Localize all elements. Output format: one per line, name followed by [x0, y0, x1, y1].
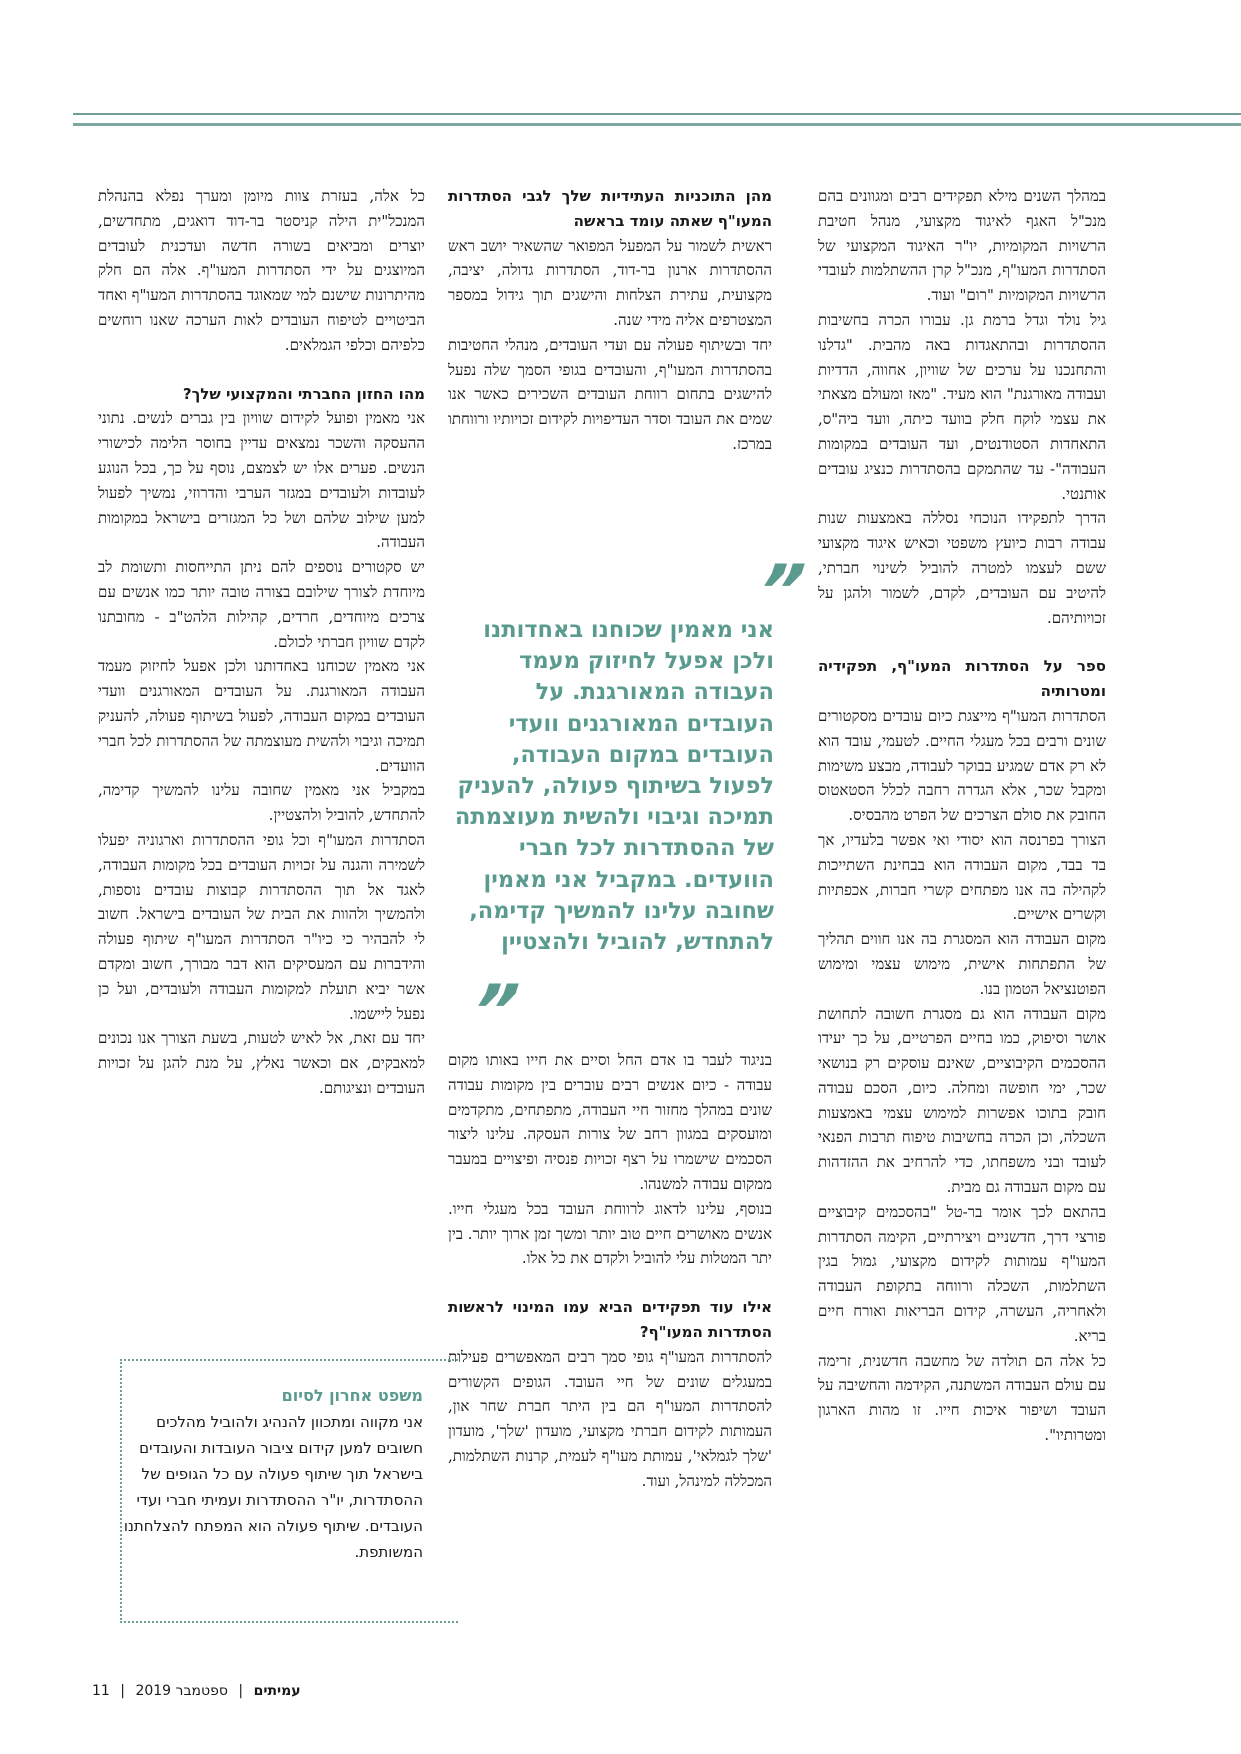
header-rule-bottom: [73, 123, 1241, 126]
sidebox-title: משפט אחרון לסיום: [281, 1386, 423, 1405]
paragraph: במקביל אני מאמין שחובה עלינו להמשיך קדימה, להתחדש, להוביל ולהצטיין.: [98, 781, 425, 825]
page-footer: [92, 1683, 301, 1699]
quote-mark-icon: ”: [742, 549, 811, 633]
section-heading: ספר על הסתדרות המעו"ף, תפקידיה ומטרותיה: [818, 657, 1106, 701]
article-column-left: [98, 184, 425, 1101]
quote-mark-icon: ”: [456, 969, 525, 1053]
paragraph: כל אלה הם תולדה של מחשבה חדשנית, זרימה עם עולם העבודה המשתנה, הקידמה והחשיבה על העובד ושיפור איכות חייו. זו מהות הארגון ומטרותיו".: [818, 1351, 1106, 1445]
paragraph: בניגוד לעבר בו אדם החל וסיים את חייו באותו מקום עבודה - כיום אנשים רבים עוברים בין מקומות עבודה שונים במהלך מחזור חיי העבודה, מתפתחים, מתקדמים ומועסקים במגוון רחב של צורות העסקה. עלינו ליצור הסכמים שישמרו על רצף זכויות פנסיה ופיצויים במעבר ממקום עבודה למשנהו.: [448, 1051, 772, 1193]
article-column-middle-lower: [448, 1048, 772, 1494]
paragraph: ראשית לשמור על המפעל המפואר שהשאיר יושב ראש ההסתדרות ארנון בר-דוד, הסתדרות גדולה, יציבה, מקצועית, עתירת הצלחות והישגים תוך גידול במספר המצטרפים אליה מידי שנה.: [448, 236, 772, 329]
paragraph: בנוסף, עלינו לדאוג לרווחת העובד בכל מעגלי חייו. אנשים מאושרים חיים טוב יותר ומשך זמן ארוך יותר. בין יתר המטלות עלי להוביל ולקדם את כל אלו.: [448, 1199, 772, 1268]
paragraph: במהלך השנים מילא תפקידים רבים ומגוונים בהם מנכ"ל האגף לאיגוד מקצועי, מנהל חטיבת הרשויות המקומיות, יו"ר האיגוד המקצועי של הסתדרות המעו"ף, מנכ"ל קרן ההשתלמות לעובדי הרשויות המקומיות "רום" ועוד.: [818, 187, 1106, 305]
paragraph: להסתדרות המעו"ף גופי סמך רבים המאפשרים פעילות במעגלים שונים של חיי העובד. הגופים הקשורים להסתדרות המעו"ף הם בין היתר חברת שחר און, העמותות לקידום חברתי מקצועי, מועדון 'שלך', מועדון 'שלך לגמלאי', עמותת מעו"ף לעמית, קרנות השתלמות, המכללה למינהל, ועוד.: [448, 1347, 772, 1490]
paragraph: גיל נולד וגדל ברמת גן. עבורו הכרה בחשיבות ההסתדרות ובהתאגדות באה מהבית. "גדלנו והתחנכנו על ערכים של שוויון, אחווה, הדדיות ועבודה מאורגנת" הוא מעיד. "מאז ומעולם מצאתי את עצמי לוקח חלק בוועד כיתה, וועד ביה"ס, התאחדות הסטודנטים, ועד העובדים במקומות העבודה"- עד שהתמקם בהסתדרות כנציג עובדים אותנטי.: [818, 310, 1106, 503]
page-number: 11: [92, 1683, 110, 1699]
section-heading: מהו החזון החברתי והמקצועי שלך?: [182, 384, 425, 403]
paragraph: אני מאמין ופועל לקידום שוויון בין גברים לנשים. נתוני ההעסקה והשכר נמצאים עדיין בחוסר הלימה לכישורי הנשים. פערים אלו יש לצמצם, נוסף על כך, בכל הנוגע לעובדות ולעובדים במגזר הערבי והדרוזי, נמשיך לפעול למען שילוב שלהם ושל כל המגזרים בישראל במקומות העבודה.: [98, 409, 425, 552]
sidebox-text: אני מקווה ומתכוון להנהיג ולהוביל מהלכים חשובים למען קידום ציבור העובדות והעובדים בישראל תוך שיתוף פעולה עם כל הגופים של ההסתדרות, יו"ר ההסתדרות ועמיתי חברי ועדי העובדים. שיתוף פעולה הוא המפתח להצלחתנו המשותפת.: [123, 1413, 423, 1561]
paragraph: אני מאמין שכוחנו באחדותנו ולכן אפעל לחיזוק מעמד העבודה המאורגנת. על העובדים המאורגנים וועדי העובדים במקום העבודה, לפעול בשיתוף פעולה, להעניק תמיכה וגיבוי ולהשית מעוצמתה של ההסתדרות לכל חברי הוועדים.: [98, 657, 425, 775]
section-heading: מהן התוכניות העתידיות שלך לגבי הסתדרות המעו"ף שאתה עומד בראשה: [448, 187, 772, 230]
paragraph: הסתדרות המעו"ף מייצגת כיום עובדים מסקטורים שונים ורבים בכל מעגלי החיים. לטעמי, עובד הוא לא רק אדם שמגיע בבוקר לעבודה, מבצע משימות ומקבל שכר, אלא הגדרה רחבה לכלל הסטאטוס החובק את סולם הצרכים של הפרט מהבסיס.: [818, 706, 1106, 825]
closing-remark-box: [120, 1359, 458, 1623]
paragraph: בהתאם לכך אומר בר-טל "בהסכמים קיבוציים פורצי דרך, חדשניים ויצירתיים, הקימה הסתדרות המעו"ף עמותות לקידום מקצועי, גמול בגין השתלמות, השכלה ורווחה בתקופת העבודה ולאחריה, העשרה, קידום הבריאות ואורח חיים בריא.: [818, 1202, 1106, 1345]
article-column-right: [818, 184, 1106, 1448]
paragraph: יחד עם זאת, אל לאיש לטעות, בשעת הצורך אנו נכונים למאבקים, אם וכאשר נאלץ, על מנת להגן על זכויות העובדים ונציגותם.: [98, 1029, 425, 1097]
header-rule-top: [73, 113, 1241, 115]
paragraph: מקום העבודה הוא גם מסגרת חשובה לתחושת אושר וסיפוק, כמו בחיים הפרטיים, על כך יעידו ההסכמים הקיבוציים, שאינם עוסקים רק בנושאי שכר, ימי חופשה ומחלה. כיום, הסכם עבודה חובק בתוכו אפשרות למימוש עצמי באמצעות השכלה, וכן הכרה בחשיבות טיפוח תרבות הפנאי לעובד ובני משפחתו, כדי להרחיב את ההזדהות עם מקום העבודה גם מבית.: [818, 1004, 1106, 1197]
pull-quote: אני מאמין שכוחנו באחדותנו ולכן אפעל לחיזוק מעמד העבודה המאורגנת. על העובדים המאורגנים וועדי העובדים במקום העבודה, לפעול בשיתוף פעולה, להעניק תמיכה וגיבוי ולהשית מעוצמתה של ההסתדרות לכל חברי הוועדים. במקביל אני מאמין שחובה עלינו להמשיך קדימה, להתחדש, להוביל ולהצטיין: [454, 617, 774, 956]
paragraph: יש סקטורים נוספים להם ניתן התייחסות ותשומת לב מיוחדת לצורך שילובם בצורה טובה יותר כמו אנשים עם צרכים מיוחדים, חרדים, קהילות הלהט"ב - מחובתנו לקדם שוויון חברתי לכולם.: [98, 558, 425, 651]
issue-date: ספטמבר 2019: [135, 1683, 228, 1699]
article-column-middle: [448, 184, 772, 457]
paragraph: הצורך בפרנסה הוא יסודי ואי אפשר בלעדיו, אך בד בבד, מקום העבודה הוא בבחינת השתייכות לקהילה בה אנו מפתחים קשרי חברות, אכפתיות וקשרים אישיים.: [818, 830, 1106, 924]
paragraph: מקום העבודה הוא המסגרת בה אנו חווים תהליך של התפתחות אישית, מימוש עצמי ומימוש הפוטנציאל הטמון בנו.: [818, 930, 1106, 998]
footer-separator: |: [238, 1683, 244, 1699]
paragraph: כל אלה, בעזרת צוות מיומן ומערך נפלא בהנהלת המנכל"ית הילה קניסטר בר-דוד דואגים, מתחדשים, יוצרים ומביאים בשורה חדשה ועדכנית לעובדים המיוצגים על ידי הסתדרות המעו"ף. אלה הם חלק מהיתרונות שישנם למי שמאוגד בהסתדרות המעו"ף ואחד הביטויים לטיפוח העובדים לאות הערכה שאנו רוחשים כלפיהם וכלפי הגמלאים.: [98, 187, 425, 354]
section-heading: אילו עוד תפקידים הביא עמו המינוי לראשות הסתדרות המעו"ף?: [448, 1298, 772, 1341]
footer-separator: |: [120, 1683, 125, 1699]
magazine-name: עמיתים: [253, 1683, 301, 1699]
paragraph: יחד ובשיתוף פעולה עם ועדי העובדים, מנהלי החטיבות בהסתדרות המעו"ף, והעובדים בגופי הסמך שלה נפעל להישגים בתחום רווחת העובדים השכירים כאשר אנו שמים את העובד וסדר העדיפויות לקידום זכויותיו ורווחתו במרכז.: [448, 335, 772, 453]
paragraph: הסתדרות המעו"ף וכל גופי ההסתדרות וארגוניה יפעלו לשמירה והגנה על זכויות העובדים בכל מקומות העבודה, לאגד אל תוך ההסתדרות קבוצות עובדים נוספות, ולהמשיך ולהוות את הבית של העובדים בישראל. חשוב לי להבהיר כי כיו"ר הסתדרות המעו"ף שיתוף פעולה והידברות עם המעסיקים הוא דבר מבורך, חשוב ומקדם אשר יביא תועלת למקומות העבודה ולעובדים, ועל כן נפעל ליישמו.: [98, 830, 425, 1023]
paragraph: הדרך לתפקידו הנוכחי נסללה באמצעות שנות עבודה רבות כיועץ משפטי וכאיש איגוד מקצועי ששם לעצמו למטרה להוביל לשינוי חברתי, להיטיב עם העובדים, לקדם, לשמור ולהגן על זכויותיהם.: [818, 509, 1106, 627]
